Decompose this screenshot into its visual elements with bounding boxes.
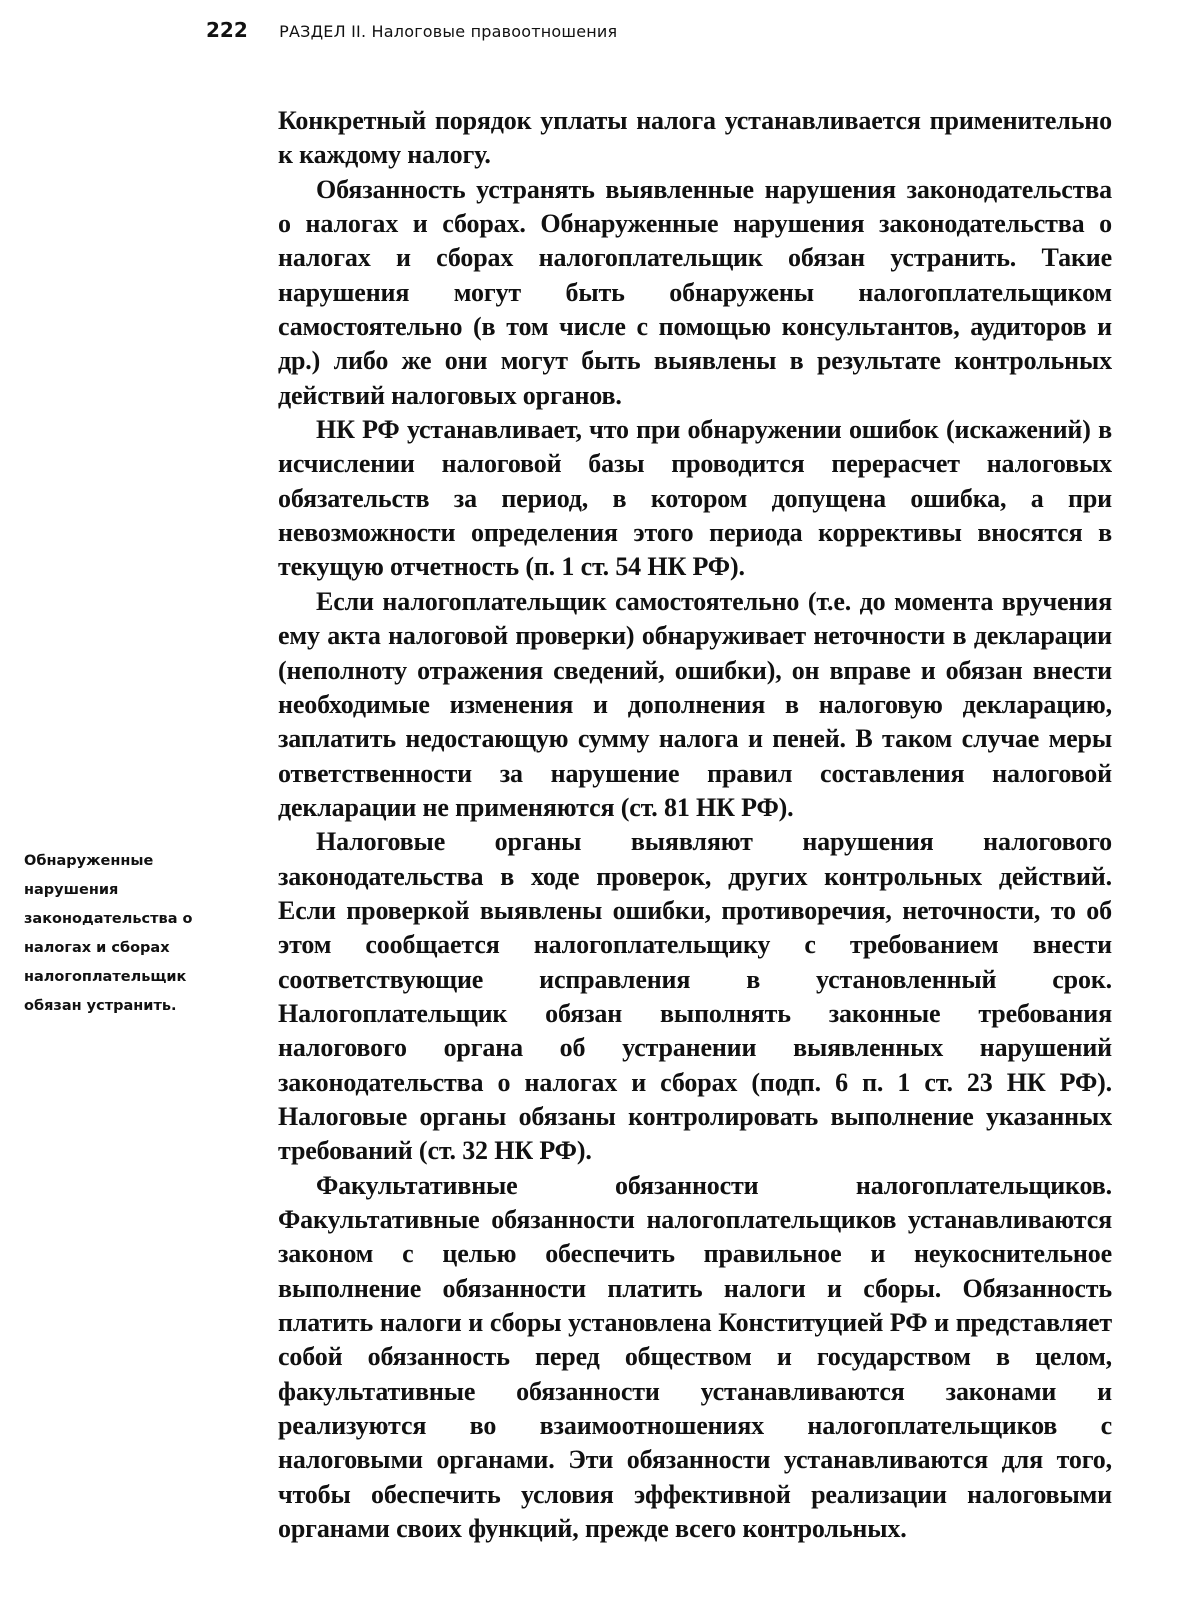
page-number: 222 <box>206 18 248 42</box>
paragraph-text: Если налогоплательщик самостоятельно (т.е. до момента вручения ему акта налоговой проверки) обнаруживает неточности в декларации (неполноту отражения сведений, ошибки), он вправе и обязан внести необходимые изменения и дополнения в налоговую декларацию, заплатить недостающую сумму налога и пеней. В таком случае меры ответственности за нарушение правил составления налоговой декларации не применяются (ст. 81 НК РФ). <box>278 586 1112 822</box>
paragraph <box>278 104 1112 173</box>
paragraph-heading: Факультативные обязанности налогоплательщиков. <box>316 1170 1112 1200</box>
paragraph <box>278 413 1112 585</box>
margin-note: Обнаруженные нарушения законодательства о налогах и сборах налогоплательщик обязан устранить. <box>24 853 193 1014</box>
paragraph-text: НК РФ устанавливает, что при обнаружении ошибок (искажений) в исчислении налоговой базы проводится перерасчет налоговых обязательств за период, в котором допущена ошибка, а при невозможности определения этого периода коррективы вносятся в текущую отчетность (п. 1 ст. 54 НК РФ). <box>278 415 1112 582</box>
paragraph-text: Обнаруженные нарушения законодательства о налогах и сборах налогоплательщик обязан устранить. Такие нарушения могут быть обнаружены налогоплательщиком самостоятельно (в том числе с помощью консультантов, аудиторов и др.) либо же они могут быть выявлены в результате контрольных действий налоговых органов. <box>278 209 1112 410</box>
paragraph <box>278 825 1112 1168</box>
paragraph <box>278 173 1112 413</box>
paragraph <box>278 585 1112 825</box>
paragraph-text: Налоговые органы выявляют нарушения налогового законодательства в ходе проверок, других контрольных действий. Если проверкой выявлены ошибки, противоречия, неточности, то об этом сообщается налогоплательщику с требованием внести соответствующие исправления в установленный срок. Налогоплательщик обязан выполнять законные требования налогового органа об устранении выявленных нарушений законодательства о налогах и сборах (подп. 6 п. 1 ст. 23 НК РФ). Налоговые органы обязаны контролировать выполнение указанных требований (ст. 32 НК РФ). <box>278 827 1112 1166</box>
paragraph <box>278 1169 1112 1547</box>
section-title: РАЗДЕЛ II. Налоговые правоотношения <box>279 22 618 41</box>
paragraph-heading: Обязанность устранять выявленные нарушения законодательства о налогах и сборах. <box>278 174 1112 239</box>
running-header <box>206 18 617 42</box>
body-text <box>278 104 1112 1546</box>
paragraph-text: Конкретный порядок уплаты налога устанавливается применительно к каждому налогу. <box>278 106 1112 170</box>
paragraph-text: Факультативные обязанности налогоплательщиков устанавливаются законом с целью обеспечить правильное и неукоснительное выполнение обязанности платить налоги и сборы. Обязанность платить налоги и сборы установлена Конституцией РФ и представляет собой обязанность перед обществом и государством в целом, факультативные обязанности устанавливаются законами и реализуются во взаимоотношениях налогоплательщиков с налоговыми органами. Эти обязанности устанавливаются для того, чтобы обеспечить условия эффективной реализации налоговыми органами своих функций, прежде всего контрольных. <box>278 1205 1112 1544</box>
